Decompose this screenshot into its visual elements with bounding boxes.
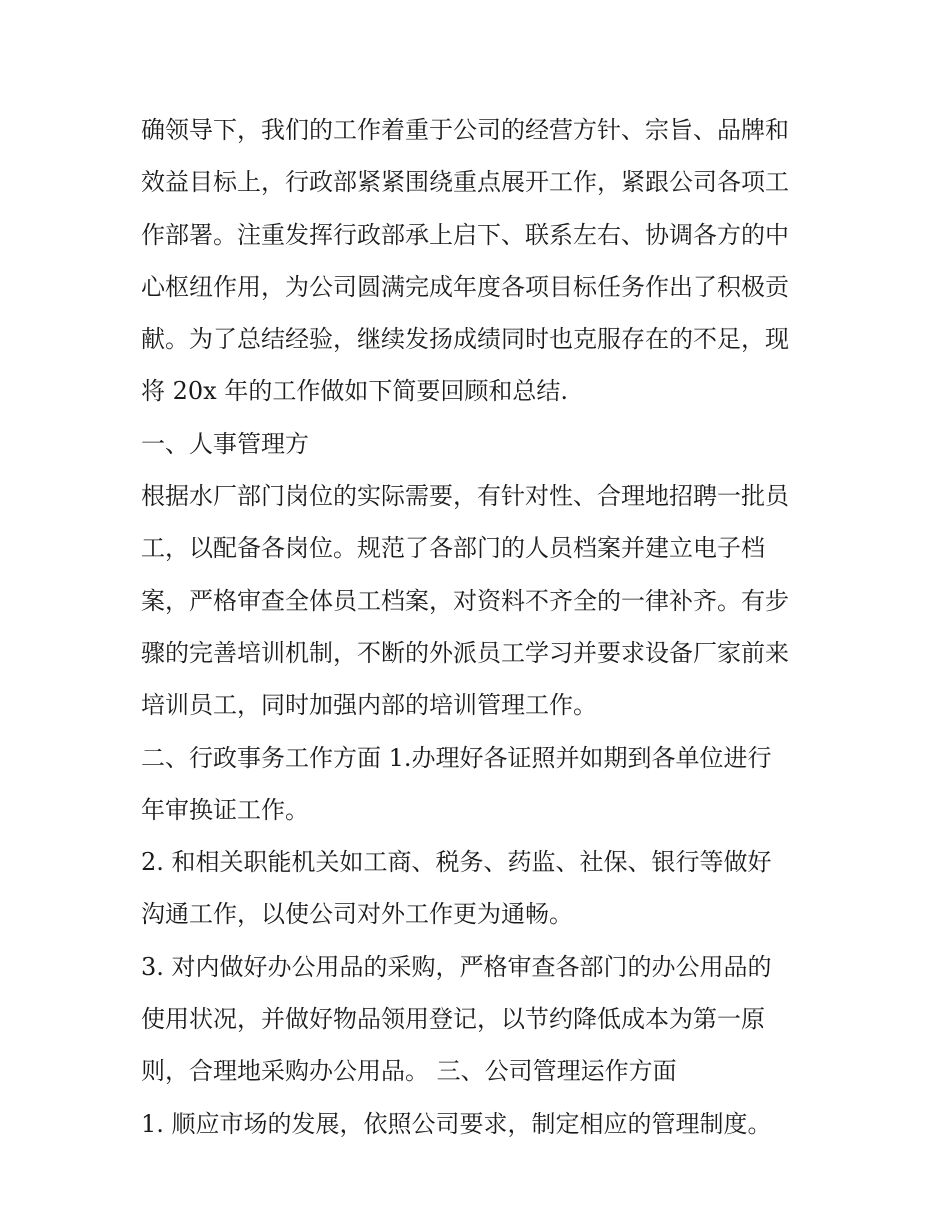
document-body: [141, 110, 821, 1156]
text-line: 根据水厂部门岗位的实际需要，有针对性、合理地招聘一批员: [141, 482, 789, 511]
list-item-1: 1. 顺应市场的发展，依照公司要求，制定相应的管理制度。: [141, 1109, 772, 1138]
text-line: 心枢纽作用，为公司圆满完成年度各项目标任务作出了积极贡: [141, 272, 789, 301]
text-line: 效益目标上，行政部紧紧围绕重点展开工作，紧跟公司各项工: [141, 168, 789, 197]
text-line: 作部署。注重发挥行政部承上启下、联系左右、协调各方的中: [141, 220, 789, 249]
text-line: 献。为了总结经验，继续发扬成绩同时也克服存在的不足，现: [141, 325, 789, 354]
text-line: 沟通工作，以使公司对外工作更为通畅。: [141, 900, 573, 929]
text-line: 骤的完善培训机制，不断的外派员工学习并要求设备厂家前来: [141, 638, 789, 667]
text-line: 案，严格审查全体员工档案，对资料不齐全的一律补齐。有步: [141, 586, 789, 615]
text-line: 确领导下，我们的工作着重于公司的经营方针、宗旨、品牌和: [141, 116, 789, 144]
section-heading-admin-affairs: 二、行政事务工作方面 1.办理好各证照并如期到各单位进行: [141, 743, 772, 772]
text-line: 使用状况，并做好物品领用登记，以节约降低成本为第一原: [141, 1005, 765, 1034]
text-line: 则，合理地采购办公用品。 三、公司管理运作方面: [141, 1057, 677, 1086]
section-heading-personnel: 一、人事管理方: [141, 429, 309, 458]
list-item-2: 2. 和相关职能机关如工商、税务、药监、社保、银行等做好: [141, 848, 772, 877]
list-item-3: 3. 对内做好办公用品的采购，严格审查各部门的办公用品的: [141, 952, 772, 981]
text-line: 年审换证工作。: [141, 795, 309, 824]
text-line: 工，以配备各岗位。规范了各部门的人员档案并建立电子档: [141, 534, 765, 563]
text-line: 将 20x 年的工作做如下简要回顾和总结.: [141, 377, 568, 406]
text-line: 培训员工，同时加强内部的培训管理工作。: [141, 691, 597, 720]
